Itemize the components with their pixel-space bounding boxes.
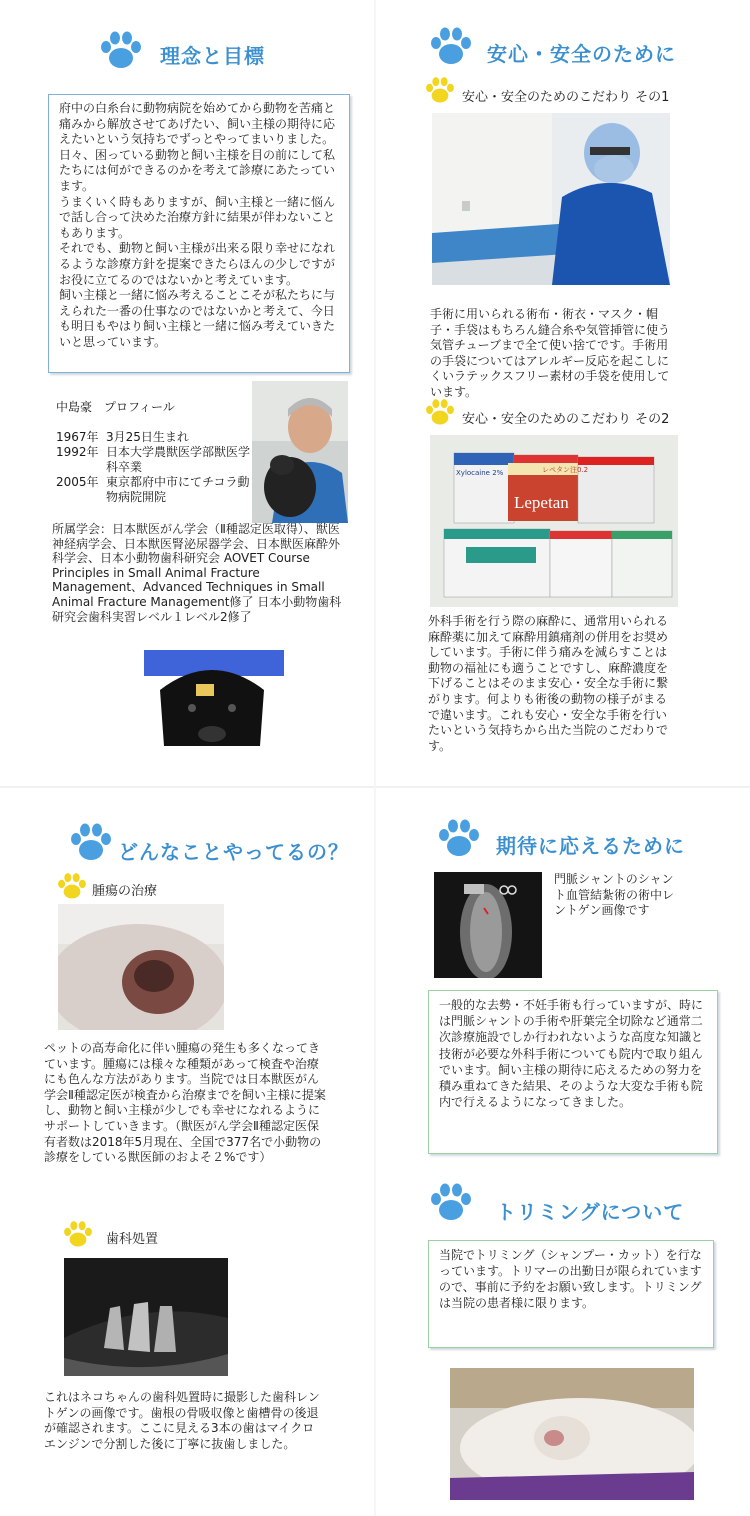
dental-text: これはネコちゃんの歯科処置時に撮影した歯科レントゲンの画像です。歯根の骨吸収像と歯槽骨の後退が確認されます。ここに見える3本の歯はマイクロエンジンで分割した後に丁寧に抜歯しました。 [44, 1390, 320, 1451]
philosophy-paragraph: 日々、困っている動物と飼い主様を目の前にして私たちには何ができるのかを考えて診療にあたっています。 [59, 147, 336, 193]
paw-icon [56, 872, 88, 900]
drug-label: Xylocaine 2% [456, 469, 504, 477]
paw-icon [98, 30, 144, 70]
philosophy-text [59, 101, 341, 351]
history-text: 3月25日生まれ [106, 430, 189, 444]
expectations-text: 一般的な去勢・不妊手術も行っていますが、時には門脈シャントの手術や肝葉完全切除など通常二次診療施設でしか行われないような高度な知識と技術が必要な外科手術についても院内で取り組んでいます。飼い主様の期待に応えるための努力を積み重ねてきた結果、そのような大変な手術も院内で行えるようになってきました。 [439, 998, 704, 1110]
tumor-text: ペットの高寿命化に伴い腫瘍の発生も多くなってきています。腫瘍には様々な種類があって検査や治療にも色んな方法があります。当院では日本獣医がん学会Ⅱ種認定医が検査から治療までを飼い主様に提案し、動物と飼い主様が少しでも幸せになれるようにサポートしていきます。（獣医がん学会Ⅱ種認定医保有者数は2018年5月現在、全国で377名で小動物の診療をしている獣医師のおよそ２%です） [44, 1041, 326, 1165]
paw-icon [424, 398, 456, 426]
paw-icon [424, 76, 456, 104]
section-title-trimming: トリミングについて [496, 1200, 685, 1224]
history-year: 1992年 [56, 445, 99, 459]
profile-history [56, 430, 252, 505]
history-text: 日本大学農獣医学部獣医学科卒業 [106, 445, 251, 474]
philosophy-paragraph: うまくいく時もありますが、飼い主様と一緒に悩んで話し合って決めた治療方針に結果が伴わないこともあります。 [59, 194, 336, 240]
paw-icon [62, 1220, 94, 1248]
drug-label: Lepetan [514, 493, 569, 512]
profile-history-row [56, 475, 252, 505]
philosophy-paragraph: 飼い主様と一緒に悩み考えることこそが私たちに与えられた一番の仕事なのではないかと考えて、今日も明日もやはり飼い主様と一緒に悩み考えていきたいと思っています。 [59, 288, 336, 349]
dental-xray-photo [64, 1258, 228, 1376]
xray-caption: 門脈シャントのシャント血管結紮術の術中レントゲン画像です [554, 872, 675, 918]
tumor-title: 腫瘍の治療 [92, 884, 158, 899]
history-year: 1967年 [56, 430, 99, 444]
drug-boxes-photo [430, 435, 678, 607]
philosophy-box [48, 94, 350, 373]
tumor-photo [58, 904, 224, 1030]
safety-item2-title: 安心・安全のためのこだわり その2 [462, 412, 670, 427]
portosystemic-xray-photo [434, 872, 542, 978]
surgeon-photo [432, 113, 670, 285]
history-year: 2005年 [56, 475, 99, 489]
black-dog-photo [140, 650, 284, 746]
section-title-philosophy: 理念と目標 [160, 44, 265, 68]
section-title-activities: どんなことやってるの？ [118, 840, 349, 864]
column-divider [374, 0, 376, 1516]
paw-icon [428, 1182, 474, 1222]
profile-memberships: 所属学会：日本獣医がん学会（Ⅱ種認定医取得）、獣医神経病学会、日本獣医腎泌尿器学会、日本獣医麻酔外科学会、日本小動物歯科研究会 AOVET Course Principles in Small Animal Fracture Management、Advanced Techniques in Small Animal Fracture Management修了 日本小動物歯科研究会歯科実習レベル１レベル2修了 [52, 522, 342, 624]
paw-icon [428, 26, 474, 66]
dental-title: 歯科処置 [106, 1232, 159, 1247]
safety-item2-text: 外科手術を行う際の麻酔に、通常用いられる麻酔薬に加えて麻酔用鎮痛剤の併用をお奨めしています。手術に伴う痛みを減らすことは動物の福祉にも適うことですし、麻酔濃度を下げることはそのまま安心・安全な手術に繋がります。何よりも術後の動物の様子がまるで違います。これも安心・安全な手術を行いたいという気持ちから出た当院のこだわりです。 [428, 614, 669, 753]
profile-history-row [56, 445, 252, 475]
philosophy-paragraph: それでも、動物と飼い主様が出来る限り幸せになれるような診療方針を提案できたらほんの少しですがお役に立てるのではないかと考えています。 [59, 241, 336, 287]
section-title-expectations: 期待に応えるために [496, 834, 685, 858]
trimming-box [428, 1240, 714, 1348]
safety-item1-title: 安心・安全のためのこだわり その1 [462, 90, 670, 105]
paw-icon [68, 822, 114, 862]
profile-heading: 中島豪 プロフィール [56, 400, 175, 414]
trimming-text: 当院でトリミング（シャンプー・カット）を行なっています。トリマーの出勤日が限られていますので、事前に予約をお願い致します。トリミングは当院の患者様に限ります。 [439, 1248, 702, 1310]
history-text: 東京都府中市にてチコラ動物病院開院 [106, 475, 250, 504]
safety-item1-text: 手術に用いられる術布・術衣・マスク・帽子・手袋はもちろん縫合糸や気管挿管に使う気管チューブまで全て使い捨てです。手術用の手袋についてはアレルギー反応を起こしにくいラテックスフリー素材の手袋を使用しています。 [430, 307, 671, 399]
trimmed-dog-photo [450, 1368, 694, 1500]
section-title-safety: 安心・安全のために [487, 42, 676, 66]
paw-icon [436, 818, 482, 858]
profile-history-row [56, 430, 252, 445]
expectations-box [428, 990, 718, 1154]
philosophy-paragraph: 府中の白糸台に動物病院を始めてから動物を苦痛と痛みから解放させてあげたい、飼い主様の期待に応えたいという気持ちでずっとやってまいりました。 [59, 101, 336, 147]
vet-portrait-photo [252, 381, 348, 523]
drug-label: レペタン注0.2 [542, 466, 589, 474]
